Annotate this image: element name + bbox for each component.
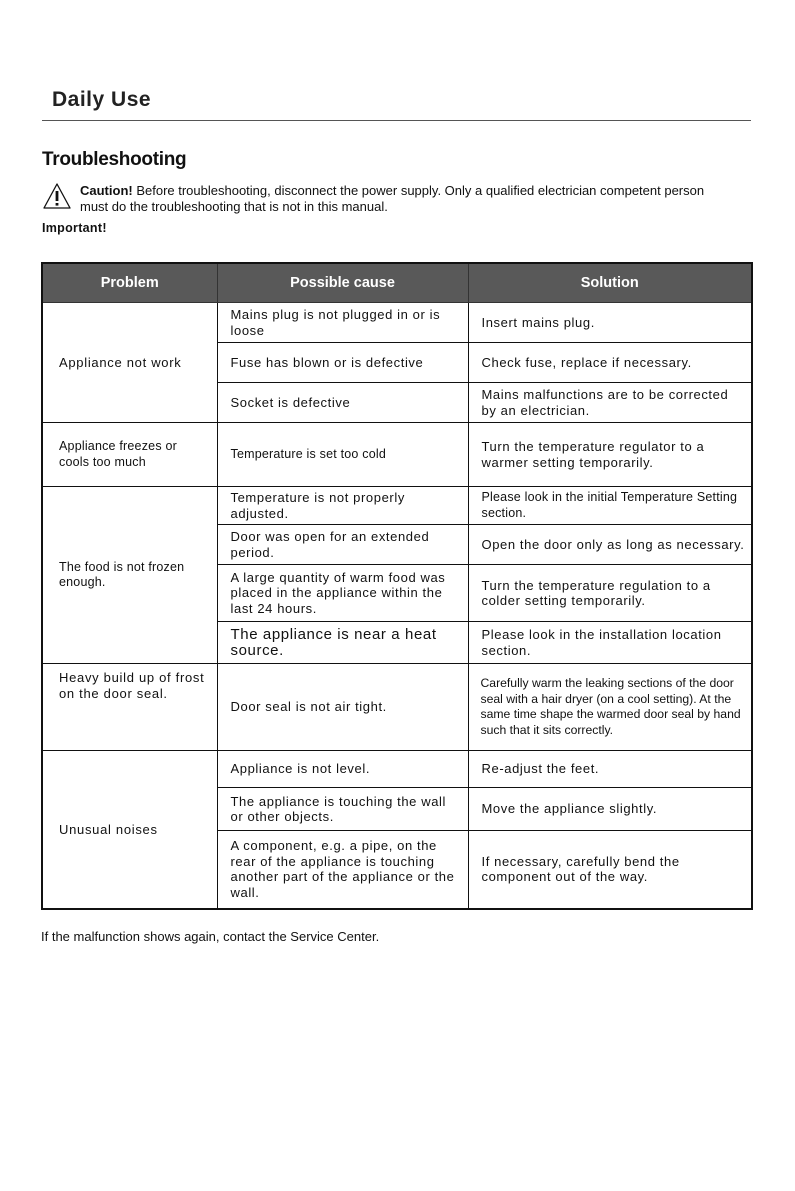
page-title: Troubleshooting: [42, 149, 187, 170]
solution-cell: Carefully warm the leaking sections of the door seal with a hair dryer (on a cool setting). At the same time shape the warmed door seal by hand such that it sits correctly.: [468, 664, 752, 751]
cause-cell: Appliance is not level.: [217, 751, 468, 788]
problem-cell: Appliance not work: [42, 303, 217, 423]
cause-cell: Mains plug is not plugged in or is loose: [217, 303, 468, 343]
cause-cell: Fuse has blown or is defective: [217, 343, 468, 383]
table-row: [42, 751, 752, 788]
solution-cell: If necessary, carefully bend the component out of the way.: [468, 831, 752, 909]
problem-cell: The food is not frozen enough.: [42, 487, 217, 664]
section-title: Daily Use: [52, 88, 152, 111]
caution-text: Before troubleshooting, disconnect the power supply. Only a qualified electrician competent person must do the troubleshooting that is not in this manual.: [80, 183, 705, 214]
solution-cell: Please look in the installation location section.: [468, 622, 752, 664]
table-row: [42, 664, 752, 751]
cause-cell: A large quantity of warm food was placed in the appliance within the last 24 hours.: [217, 565, 468, 622]
problem-cell: Unusual noises: [42, 751, 217, 909]
troubleshooting-table: [41, 262, 753, 910]
solution-cell: Re-adjust the feet.: [468, 751, 752, 788]
caution-paragraph: [80, 183, 720, 215]
column-header-solution: Solution: [468, 263, 752, 303]
column-header-cause: Possible cause: [217, 263, 468, 303]
warning-icon: [42, 182, 72, 210]
footer-note: If the malfunction shows again, contact the Service Center.: [41, 929, 380, 944]
table-row: [42, 303, 752, 343]
cause-cell: The appliance is touching the wall or other objects.: [217, 788, 468, 831]
solution-cell: Please look in the initial Temperature Setting section.: [468, 487, 752, 525]
column-header-problem: Problem: [42, 263, 217, 303]
cause-cell: Temperature is not properly adjusted.: [217, 487, 468, 525]
cause-cell: Socket is defective: [217, 383, 468, 423]
cause-cell: Temperature is set too cold: [217, 423, 468, 487]
solution-cell: Move the appliance slightly.: [468, 788, 752, 831]
solution-cell: Check fuse, replace if necessary.: [468, 343, 752, 383]
cause-cell: Door was open for an extended period.: [217, 525, 468, 565]
problem-cell: Appliance freezes or cools too much: [42, 423, 217, 487]
table-row: [42, 423, 752, 487]
solution-cell: Insert mains plug.: [468, 303, 752, 343]
table-row: [42, 487, 752, 525]
cause-cell: Door seal is not air tight.: [217, 664, 468, 751]
caution-label: Caution!: [80, 183, 133, 198]
solution-cell: Open the door only as long as necessary.: [468, 525, 752, 565]
problem-cell: Heavy build up of frost on the door seal.: [42, 664, 217, 751]
solution-cell: Mains malfunctions are to be corrected by an electrician.: [468, 383, 752, 423]
header-divider: [42, 120, 751, 121]
solution-cell: Turn the temperature regulator to a warmer setting temporarily.: [468, 423, 752, 487]
cause-cell: The appliance is near a heat source.: [217, 622, 468, 664]
cause-cell: A component, e.g. a pipe, on the rear of the appliance is touching another part of the appliance or the wall.: [217, 831, 468, 909]
important-label: Important!: [42, 221, 107, 235]
solution-cell: Turn the temperature regulation to a colder setting temporarily.: [468, 565, 752, 622]
table-header-row: [42, 263, 752, 303]
